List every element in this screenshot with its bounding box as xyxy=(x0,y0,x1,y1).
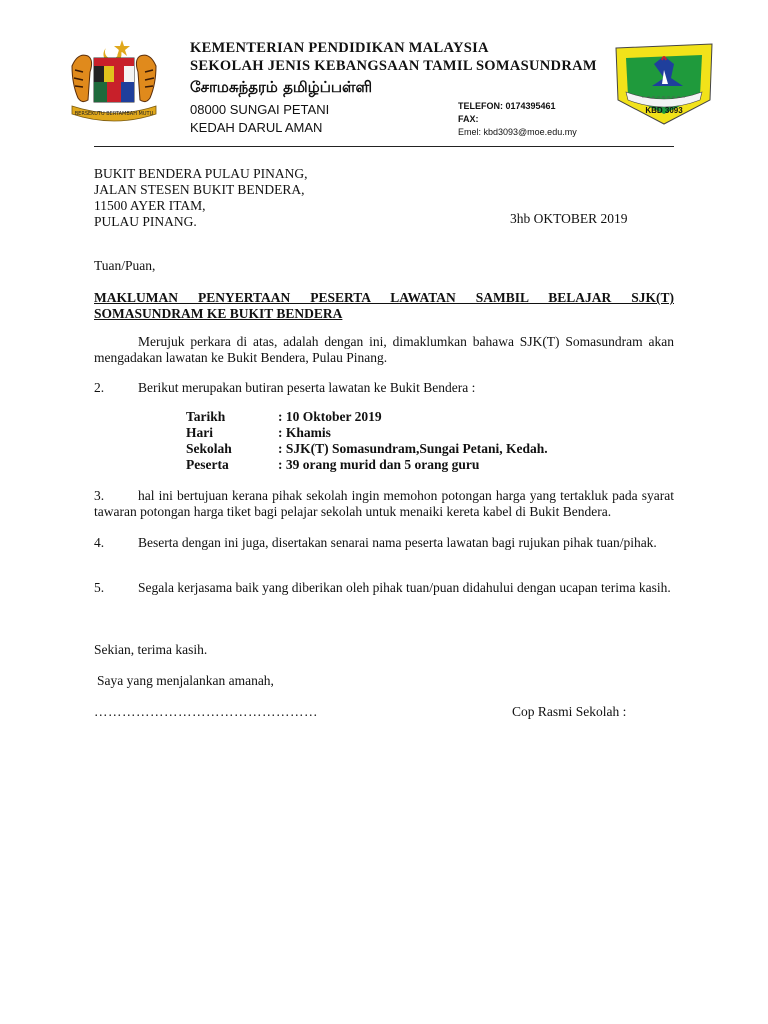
detail-key: Sekolah xyxy=(186,441,232,456)
subject-line-2: SOMASUNDRAM KE BUKIT BENDERA xyxy=(94,306,343,321)
paragraph-5-number: 5. xyxy=(94,580,105,595)
letter-date: 3hb OKTOBER 2019 xyxy=(510,211,628,226)
detail-value: : SJK(T) Somasundram,Sungai Petani, Kedah. xyxy=(278,441,548,456)
recipient-line-1: BUKIT BENDERA PULAU PINANG, xyxy=(94,166,308,181)
official-stamp-label: Cop Rasmi Sekolah : xyxy=(512,704,627,719)
detail-key: Tarikh xyxy=(186,409,226,424)
header-divider xyxy=(94,146,674,147)
paragraph-2: Berikut merupakan butiran peserta lawatan ke Bukit Bendera : xyxy=(138,380,476,395)
trip-details-table xyxy=(186,409,548,473)
recipient-address xyxy=(94,166,308,230)
detail-key: Peserta xyxy=(186,457,229,472)
school-tamil-name: சோமசுந்தரம் தமிழ்ப்பள்ளி xyxy=(190,78,373,96)
ministry-name: KEMENTERIAN PENDIDIKAN MALAYSIA xyxy=(190,40,489,56)
paragraph-3-text: hal ini bertujuan kerana pihak sekolah ingin memohon potongan harga yang tertakluk pada syarat tawaran potongan harga tiket bagi pelajar sekolah untuk menaiki kereta kabel di Bukit Bendera. xyxy=(94,488,674,519)
school-address-postcode: 08000 SUNGAI PETANI xyxy=(190,102,330,117)
paragraph-4-text: Beserta dengan ini juga, disertakan senarai nama peserta lawatan bagi rujukan pihak tuan/pihak. xyxy=(138,535,657,550)
detail-row xyxy=(186,441,548,457)
paragraph-5 xyxy=(94,580,674,596)
paragraph-2-number: 2. xyxy=(94,380,105,395)
paragraph-5-text: Segala kerjasama baik yang diberikan oleh pihak tuan/puan didahului dengan ucapan terima kasih. xyxy=(138,580,671,595)
detail-key: Hari xyxy=(186,425,213,440)
school-code-label: KBD 3093 xyxy=(645,106,683,115)
detail-row xyxy=(186,457,548,473)
svg-text:BERSEKUTU BERTAMBAH MUTU: BERSEKUTU BERTAMBAH MUTU xyxy=(74,111,154,117)
paragraph-1: Merujuk perkara di atas, adalah dengan ini, dimaklumkan bahawa SJK(T) Somasundram akan mengadakan lawatan ke Bukit Bendera, Pulau Pinang. xyxy=(94,334,674,365)
closing-amanah: Saya yang menjalankan amanah, xyxy=(97,673,274,688)
paragraph-3 xyxy=(94,488,674,520)
recipient-line-3: 11500 AYER ITAM, xyxy=(94,198,206,213)
detail-value: : 39 orang murid dan 5 orang guru xyxy=(278,457,480,472)
fax-number: FAX: xyxy=(458,114,479,124)
recipient-line-4: PULAU PINANG. xyxy=(94,214,197,229)
signature-line: ………………………………………… xyxy=(94,704,318,719)
school-logo xyxy=(612,40,716,126)
salutation: Tuan/Puan, xyxy=(94,258,156,273)
telephone-number: TELEFON: 0174395461 xyxy=(458,101,556,111)
paragraph-4 xyxy=(94,535,674,551)
paragraph-4-number: 4. xyxy=(94,535,105,550)
malaysia-coat-of-arms-logo xyxy=(66,36,162,122)
email-address: Emel: kbd3093@moe.edu.my xyxy=(458,127,577,137)
letter-subject xyxy=(94,290,674,322)
school-name: SEKOLAH JENIS KEBANGSAAN TAMIL SOMASUNDRAM xyxy=(190,58,597,74)
detail-value: : 10 Oktober 2019 xyxy=(278,409,382,424)
subject-line-1: MAKLUMAN PENYERTAAN PESERTA LAWATAN SAMBIL BELAJAR SJK(T) xyxy=(94,290,674,305)
detail-value: : Khamis xyxy=(278,425,331,440)
closing-thanks: Sekian, terima kasih. xyxy=(94,642,208,657)
detail-row xyxy=(186,425,548,441)
paragraph-3-number: 3. xyxy=(94,488,105,503)
detail-row xyxy=(186,409,548,425)
recipient-line-2: JALAN STESEN BUKIT BENDERA, xyxy=(94,182,305,197)
school-address-state: KEDAH DARUL AMAN xyxy=(190,120,323,135)
